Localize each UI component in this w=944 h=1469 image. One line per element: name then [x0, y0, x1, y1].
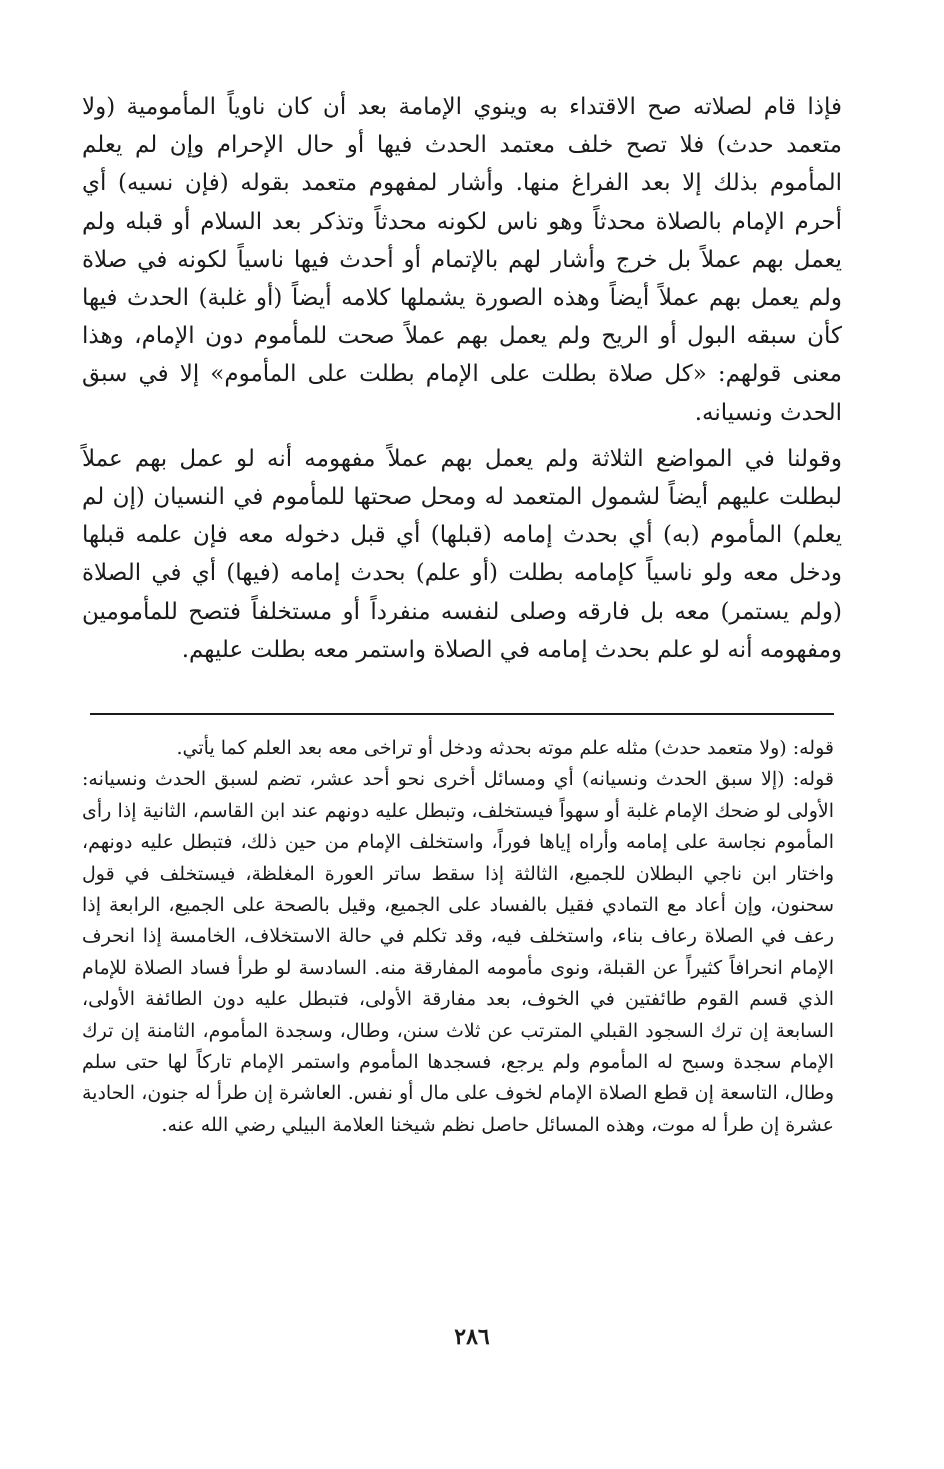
- page-number: ٢٨٦: [454, 1324, 490, 1350]
- footnote-2: قوله: (إلا سبق الحدث ونسيانه) أي ومسائل أخرى نحو أحد عشر، تضم لسبق الحدث ونسيانه: الأولى لو ضحك الإمام غلبة أو سهواً فيستخلف، وتبطل عليه دونهم عند ابن القاسم، الثانية إذا رأى المأموم نجاسة على إمامه وأراه إياها فوراً، واستخلف الإمام من حين ذلك، فتبطل عليه دونهم، واختار ابن ناجي البطلان للجميع، الثالثة إذا سقط ساتر العورة المغلظة، فيستخلف في قول سحنون، وإن أعاد مع التمادي فقيل بالفساد على الجميع، وقيل بالصحة على الجميع، الرابعة إذا رعف في الصلاة رعاف بناء، واستخلف فيه، وقد تكلم في حالة الاستخلاف، الخامسة إذا انحرف الإمام انحرافاً كثيراً عن القبلة، ونوى مأمومه المفارقة منه. السادسة لو طرأ فساد الصلاة للإمام الذي قسم القوم طائفتين في الخوف، بعد مفارقة الأولى، فتبطل عليه دون الطائفة الأولى، السابعة إن ترك السجود القبلي المترتب عن ثلاث سنن، وطال، وسجدة المأموم، الثامنة إن ترك الإمام سجدة وسبح له المأموم ولم يرجع، فسجدها المأموم واستمر الإمام تاركاً لها حتى سلم وطال، التاسعة إن قطع الصلاة الإمام لخوف على مال أو نفس. العاشرة إن طرأ له جنون، الحادية عشرة إن طرأ له موت، وهذه المسائل حاصل نظم شيخنا العلامة البيلي رضي الله عنه.: [82, 768, 834, 1136]
- main-paragraph-2: وقولنا في المواضع الثلاثة ولم يعمل بهم عملاً مفهومه أنه لو عمل بهم عملاً لبطلت عليهم أيضاً لشمول المتعمد له ومحل صحتها للمأموم في النسيان (إن لم يعلم) المأموم (به) أي بحدث إمامه (قبلها) أي قبل دخوله معه فإن علمه قبلها ودخل معه ولو ناسياً كإمامه بطلت (أو علم) بحدث إمامه (فيها) أي في الصلاة (ولم يستمر) معه بل فارقه وصلى لنفسه منفرداً أو مستخلفاً فتصح للمأمومين ومفهومه أنه لو علم بحدث إمامه في الصلاة واستمر معه بطلت عليهم.: [82, 445, 842, 663]
- main-text-block: [82, 88, 842, 669]
- main-paragraph-1: فإذا قام لصلاته صح الاقتداء به وينوي الإمامة بعد أن كان ناوياً المأمومية (ولا متعمد حدث) فلا تصح خلف معتمد الحدث فيها أو حال الإحرام وإن لم يعلم المأموم بذلك إلا بعد الفراغ منها. وأشار لمفهوم متعمد بقوله (فإن نسيه) أي أحرم الإمام بالصلاة محدثاً وهو ناس لكونه محدثاً وتذكر بعد السلام أو قبله ولم يعمل بهم عملاً بل خرج وأشار لهم بالإتمام أو أحدث فيها ناسياً لكونه في صلاة ولم يعمل بهم عملاً أيضاً وهذه الصورة يشملها كلامه أيضاً (أو غلبة) الحدث فيها كأن سبقه البول أو الريح ولم يعمل بهم عملاً صحت للمأموم دون الإمام، وهذا معنى قولهم: «كل صلاة بطلت على الإمام بطلت على المأموم» إلا في سبق الحدث ونسيانه.: [82, 94, 842, 426]
- footnote-1: قوله: (ولا متعمد حدث) مثله علم موته بحدثه ودخل أو تراخى معه بعد العلم كما يأتي.: [176, 737, 834, 759]
- footnote-separator: [90, 713, 834, 715]
- footnotes-block: [82, 733, 834, 1141]
- main-text: [82, 88, 842, 669]
